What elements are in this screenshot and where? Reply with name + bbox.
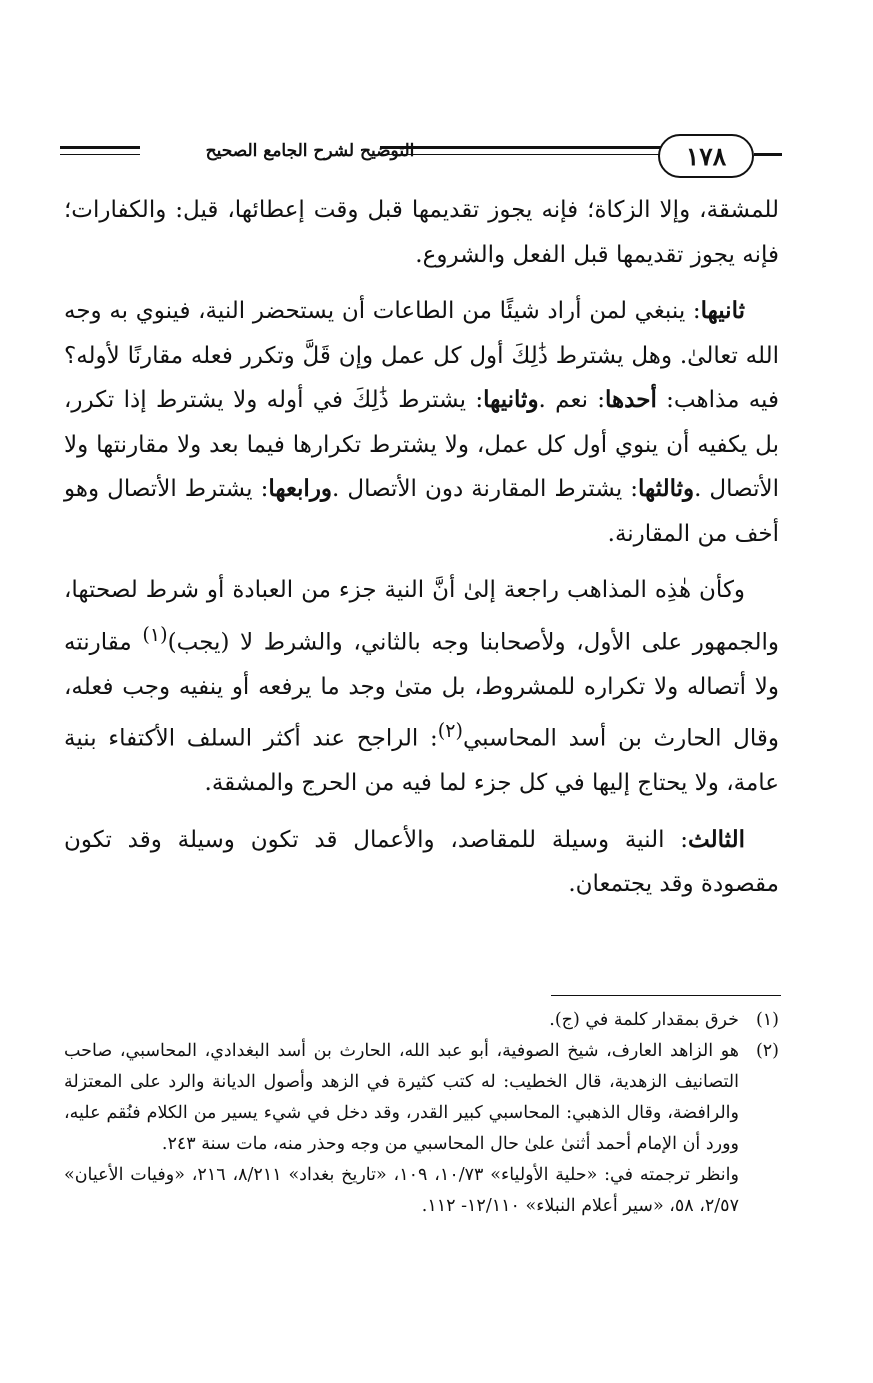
bold-term: ورابعها — [268, 475, 333, 502]
footnotes — [64, 1005, 779, 1222]
paragraph-2 — [64, 289, 779, 556]
text-run: : نعم . — [538, 387, 606, 413]
footnote-number: (٢) — [755, 1041, 779, 1061]
paragraph-1: للمشقة، وإلا الزكاة؛ فإنه يجوز تقديمها قبل وقت إعطائها، قيل: والكفارات؛ فإنه يجوز تقديمها قبل الفعل والشروع. — [64, 197, 779, 268]
text-run: : ينبغي لمن أراد شيئًا من الطاعات أن يستحضر النية، فينوي به وجه الله تعالىٰ. وهل يشترط ذَٰلِكَ أول كل عمل وإن قَلَّ وتكرر فعله مقارنًا لأوله؟ فيه مذاهب: — [64, 298, 779, 413]
text-run: : يشترط الأتصال وهو أخف من المقارنة. — [64, 476, 779, 547]
footnote-1 — [64, 1005, 779, 1036]
footnote-ref-1: (١) — [142, 622, 168, 646]
bold-term: أحدها — [605, 386, 657, 413]
footnote-2 — [64, 1036, 779, 1160]
paragraph-lead: ثانيها — [700, 297, 745, 324]
paragraph-lead: الثالث — [688, 825, 745, 853]
header-rule-middle-bottom — [380, 154, 672, 155]
bold-term: وثالثها — [638, 475, 695, 502]
footnote-text: هو الزاهد العارف، شيخ الصوفية، أبو عبد الله، الحارث بن أسد البغدادي، المحاسبي، صاحب التصانيف الزهدية، قال الخطيب: له كتب كثيرة في الزهد وأصول الديانة والرد على المعتزلة والرافضة، وقال الذهبي: المحاسبي كبير القدر، وقد دخل في شيء يسير من الكلام فنُقم عليه، وورد أن الإمام أحمد أثنىٰ علىٰ حال المحاسبي من وجه وحذر منه، مات سنة ٢٤٣. — [64, 1041, 739, 1154]
page-number: ١٧٨ — [658, 134, 754, 178]
text-run: : النية وسيلة للمقاصد، والأعمال قد تكون وسيلة وقد تكون مقصودة وقد يجتمعان. — [64, 826, 779, 898]
text-run: : يشترط المقارنة دون الأتصال . — [332, 476, 639, 502]
text-run: : يشترط ذَٰلِكَ في أوله ولا يشترط إذا تكرر، بل يكفيه أن ينوي أول كل عمل، ولا يشترط تكرارها فيما بعد ولا مقارنتها ولا الأتصال . — [64, 387, 779, 502]
text-run: مقارنته ولا أتصاله ولا تكراره للمشروط، بل متىٰ وجد ما يرفعه أو ينفيه وجب فعله، وقال الحارث بن أسد المحاسبي — [64, 629, 779, 752]
footnote-number: (١) — [755, 1010, 779, 1030]
footnote-text: خرق بمقدار كلمة في (ج). — [549, 1010, 739, 1030]
paragraph-4 — [64, 818, 779, 907]
bold-term: وثانيها — [483, 386, 539, 413]
header-rule-left-top — [60, 146, 140, 149]
paragraph-3 — [64, 568, 779, 806]
header-rule-left-bottom — [60, 154, 140, 155]
text-run: : الراجح عند أكثر السلف الأكتفاء بنية عامة، ولا يحتاج إليها في كل جزء لما فيه من الحرج والمشقة. — [64, 725, 779, 797]
main-text — [64, 188, 779, 919]
text-run: وكأن هٰذِه المذاهب راجعة إلىٰ أنَّ النية جزء من العبادة أو شرط لصحتها، والجمهور على الأول، ولأصحابنا وجه بالثاني، والشرط لا (يجب) — [64, 577, 779, 656]
running-title: التوضيح لشرح الجامع الصحيح — [205, 141, 415, 161]
page-header — [60, 128, 780, 184]
footnote-ref-2: (٢) — [437, 719, 463, 743]
header-rule-middle-top — [380, 146, 672, 149]
footnote-2-sources: وانظر ترجمته في: «حلية الأولياء» ١٠/٧٣، ١٠٩، «تاريخ بغداد» ٨/٢١١، ٢١٦، «وفيات الأعيان» ٢/٥٧، ٥٨، «سير أعلام النبلاء» ١٢/١١٠- ١١٢. — [64, 1165, 739, 1216]
footnote-separator — [551, 995, 781, 996]
